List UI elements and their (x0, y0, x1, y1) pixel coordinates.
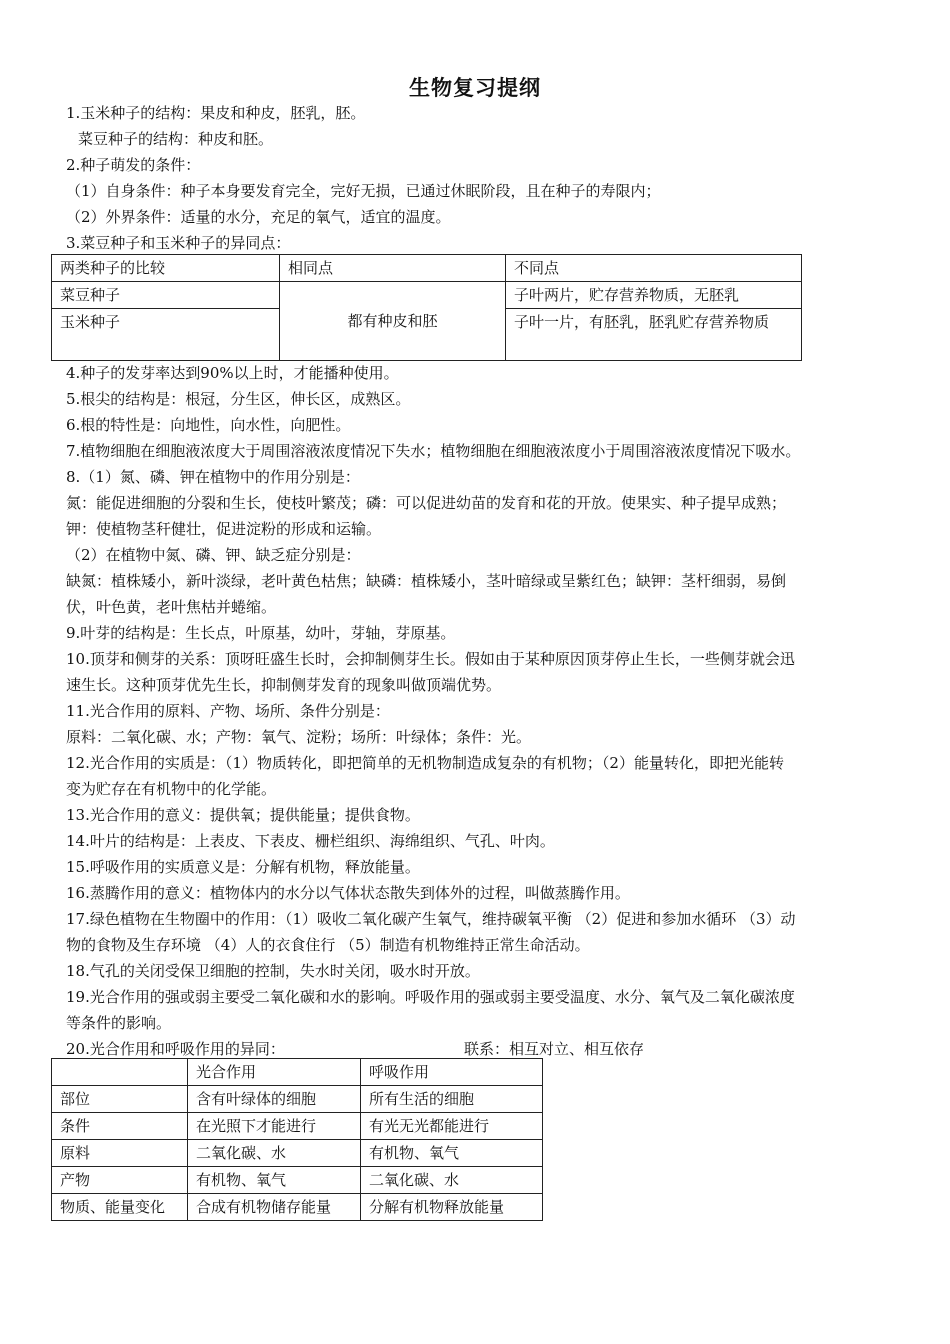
table-cell: 在光照下才能进行 (188, 1113, 361, 1140)
table-header-cell: 光合作用 (188, 1059, 361, 1086)
text-line: 氮：能促进细胞的分裂和生长，使枝叶繁茂；磷：可以促进幼苗的发育和花的开放。使果实、种子提早成熟； (66, 494, 787, 512)
text-line: 原料：二氧化碳、水；产物：氧气、淀粉；场所：叶绿体；条件：光。 (66, 728, 532, 746)
table-cell: 子叶一片，有胚乳，胚乳贮存营养物质 (506, 309, 802, 361)
text-line: 缺氮：植株矮小，新叶淡绿，老叶黄色枯焦；缺磷：植株矮小，茎叶暗绿或呈紫红色；缺钾：茎杆细弱，易倒 (66, 572, 787, 590)
photosynthesis-respiration-table (51, 1058, 543, 1221)
text-line: 15.呼吸作用的实质意义是：分解有机物，释放能量。 (66, 858, 420, 876)
table-row (52, 1140, 543, 1167)
text-line: 12.光合作用的实质是：（1）物质转化，即把简单的无机物制造成复杂的有机物；（2）能量转化，即把光能转 (66, 754, 784, 772)
table-cell: 合成有机物储存能量 (188, 1194, 361, 1221)
table-row (52, 282, 802, 309)
text-line: 1.玉米种子的结构：果皮和种皮，胚乳，胚。 (66, 104, 366, 122)
table-header-cell: 相同点 (280, 255, 506, 282)
text-line-relation: 联系：相互对立、相互依存 (464, 1040, 645, 1058)
table-cell: 所有生活的细胞 (361, 1086, 543, 1113)
text-line: 6.根的特性是：向地性，向水性，向肥性。 (66, 416, 351, 434)
text-line: 菜豆种子的结构：种皮和胚。 (78, 130, 274, 148)
table-header-cell: 呼吸作用 (361, 1059, 543, 1086)
table-header-row (52, 255, 802, 282)
text-line: （2）外界条件：适量的水分，充足的氧气，适宜的温度。 (66, 208, 451, 226)
table-cell: 物质、能量变化 (52, 1194, 188, 1221)
text-line: 4.种子的发芽率达到90%以上时，才能播种使用。 (66, 364, 399, 382)
table-row (52, 1194, 543, 1221)
table-cell: 二氧化碳、水 (188, 1140, 361, 1167)
text-line: 7.植物细胞在细胞液浓度大于周围溶液浓度情况下失水；植物细胞在细胞液浓度小于周围溶液浓度情况下吸水。 (66, 442, 801, 460)
text-line: 20.光合作用和呼吸作用的异同： (66, 1040, 285, 1058)
text-line: 14.叶片的结构是：上表皮、下表皮、栅栏组织、海绵组织、气孔、叶肉。 (66, 832, 555, 850)
text-line: 8.（1）氮、磷、钾在植物中的作用分别是： (66, 468, 360, 486)
text-line: 18.气孔的关闭受保卫细胞的控制，失水时关闭，吸水时开放。 (66, 962, 480, 980)
text-line: 变为贮存在有机物中的化学能。 (66, 780, 277, 798)
table-cell: 子叶两片，贮存营养物质，无胚乳 (506, 282, 802, 309)
table-cell: 部位 (52, 1086, 188, 1113)
table-cell: 二氧化碳、水 (361, 1167, 543, 1194)
table-cell: 有光无光都能进行 (361, 1113, 543, 1140)
text-line: 物的食物及生存环境 （4）人的衣食住行 （5）制造有机物维持正常生命活动。 (66, 936, 590, 954)
table-cell: 条件 (52, 1113, 188, 1140)
text-line: 等条件的影响。 (66, 1014, 172, 1032)
text-line: （2）在植物中氮、磷、钾、缺乏症分别是： (66, 546, 361, 564)
table-cell: 有机物、氧气 (361, 1140, 543, 1167)
text-line: 11.光合作用的原料、产物、场所、条件分别是： (66, 702, 390, 720)
text-line: 3.菜豆种子和玉米种子的异同点： (66, 234, 291, 252)
seed-comparison-table (51, 254, 802, 361)
text-line: 10.顶芽和侧芽的关系：顶呀旺盛生长时，会抑制侧芽生长。假如由于某种原因顶芽停止生长，一些侧芽就会迅 (66, 650, 795, 668)
table-cell: 含有叶绿体的细胞 (188, 1086, 361, 1113)
table-cell: 分解有机物释放能量 (361, 1194, 543, 1221)
table-cell: 有机物、氧气 (188, 1167, 361, 1194)
table-header-cell: 不同点 (506, 255, 802, 282)
text-line: 19.光合作用的强或弱主要受二氧化碳和水的影响。呼吸作用的强或弱主要受温度、水分、氧气及二氧化碳浓度 (66, 988, 795, 1006)
table-header-cell (52, 1059, 188, 1086)
text-line: 5.根尖的结构是：根冠，分生区，伸长区，成熟区。 (66, 390, 411, 408)
table-cell: 菜豆种子 (52, 282, 280, 309)
table-row (52, 1167, 543, 1194)
text-line: 伏，叶色黄，老叶焦枯并蜷缩。 (66, 598, 277, 616)
text-line: 17.绿色植物在生物圈中的作用：（1）吸收二氧化碳产生氧气，维持碳氧平衡 （2）促进和参加水循环 （3）动 (66, 910, 796, 928)
text-line: 13.光合作用的意义：提供氧；提供能量；提供食物。 (66, 806, 420, 824)
table-header-row (52, 1059, 543, 1086)
table-cell: 原料 (52, 1140, 188, 1167)
text-line: 钾：使植物茎秆健壮，促进淀粉的形成和运输。 (66, 520, 382, 538)
page-title: 生物复习提纲 (409, 76, 541, 100)
table-row (52, 1086, 543, 1113)
table-header-cell: 两类种子的比较 (52, 255, 280, 282)
table-cell: 产物 (52, 1167, 188, 1194)
text-line: 9.叶芽的结构是：生长点，叶原基，幼叶，芽轴，芽原基。 (66, 624, 456, 642)
text-line: 16.蒸腾作用的意义：植物体内的水分以气体状态散失到体外的过程，叫做蒸腾作用。 (66, 884, 630, 902)
text-line: （1）自身条件：种子本身要发育完全，完好无损，已通过休眠阶段，且在种子的寿限内； (66, 182, 661, 200)
table-cell-common: 都有种皮和胚 (280, 282, 506, 361)
text-line: 2.种子萌发的条件： (66, 156, 201, 174)
table-cell: 玉米种子 (52, 309, 280, 361)
table-row (52, 1113, 543, 1140)
text-line: 速生长。这种顶芽优先生长，抑制侧芽发育的现象叫做顶端优势。 (66, 676, 502, 694)
